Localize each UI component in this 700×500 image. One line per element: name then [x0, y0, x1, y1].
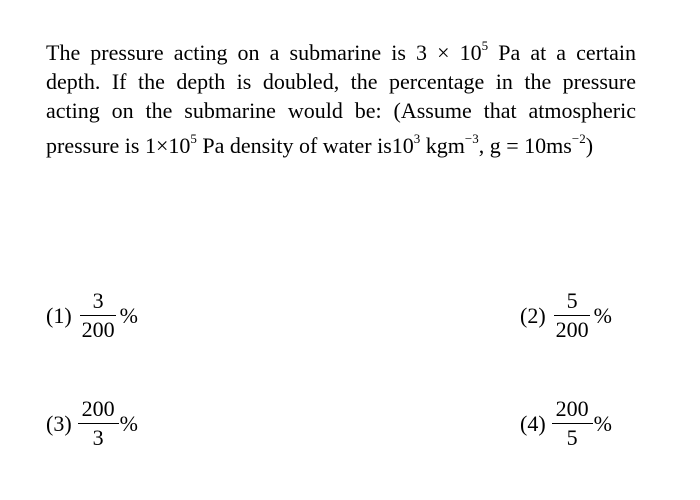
question-line-4	[46, 131, 636, 160]
option-2-unit: %	[593, 302, 612, 328]
option-4-numerator: 200	[552, 398, 593, 424]
option-3-unit: %	[119, 410, 138, 436]
option-4-denominator: 5	[566, 425, 578, 450]
option-1[interactable]	[46, 290, 138, 341]
option-1-numerator: 3	[80, 290, 116, 316]
option-2-fraction	[552, 290, 593, 341]
option-3-fraction	[78, 398, 119, 449]
option-2-number: (2)	[520, 302, 546, 328]
question-line-4-part: , g = 10ms	[478, 133, 572, 158]
option-3[interactable]	[46, 398, 138, 449]
option-2-denominator: 200	[555, 317, 589, 342]
question-text	[46, 38, 636, 160]
option-3-denominator: 3	[92, 425, 104, 450]
option-1-fraction	[78, 290, 119, 341]
question-line-3: acting on the submarine would be: (Assume that atmospheric	[46, 98, 636, 123]
option-1-number: (1)	[46, 302, 72, 328]
option-2-numerator: 5	[554, 290, 590, 316]
question-line-2: depth. If the depth is doubled, the percentage in the pressure	[46, 69, 636, 94]
question-line-4-part: kgm	[420, 133, 465, 158]
option-4-fraction	[552, 398, 593, 449]
exponent: −2	[571, 130, 586, 146]
question-line-1-text: The pressure acting on a submarine is 3 × 10	[46, 40, 482, 65]
option-3-number: (3)	[46, 410, 72, 436]
option-4-unit: %	[593, 410, 612, 436]
question-line-1-tail: Pa at a certain	[488, 40, 636, 65]
exponent: 5	[481, 37, 489, 53]
option-3-numerator: 200	[78, 398, 119, 424]
option-1-unit: %	[119, 302, 138, 328]
question-line-1	[46, 38, 636, 67]
option-1-denominator: 200	[81, 317, 115, 342]
question-line-4-part: pressure is 1×10	[46, 133, 191, 158]
option-4-number: (4)	[520, 410, 546, 436]
exponent: 3	[413, 130, 421, 146]
option-2[interactable]	[520, 290, 612, 341]
question-line-4-part: Pa density of water is10	[196, 133, 414, 158]
question-line-4-part: )	[585, 133, 594, 158]
option-4[interactable]	[520, 398, 612, 449]
exponent: 5	[190, 130, 197, 146]
exponent: −3	[464, 130, 479, 146]
